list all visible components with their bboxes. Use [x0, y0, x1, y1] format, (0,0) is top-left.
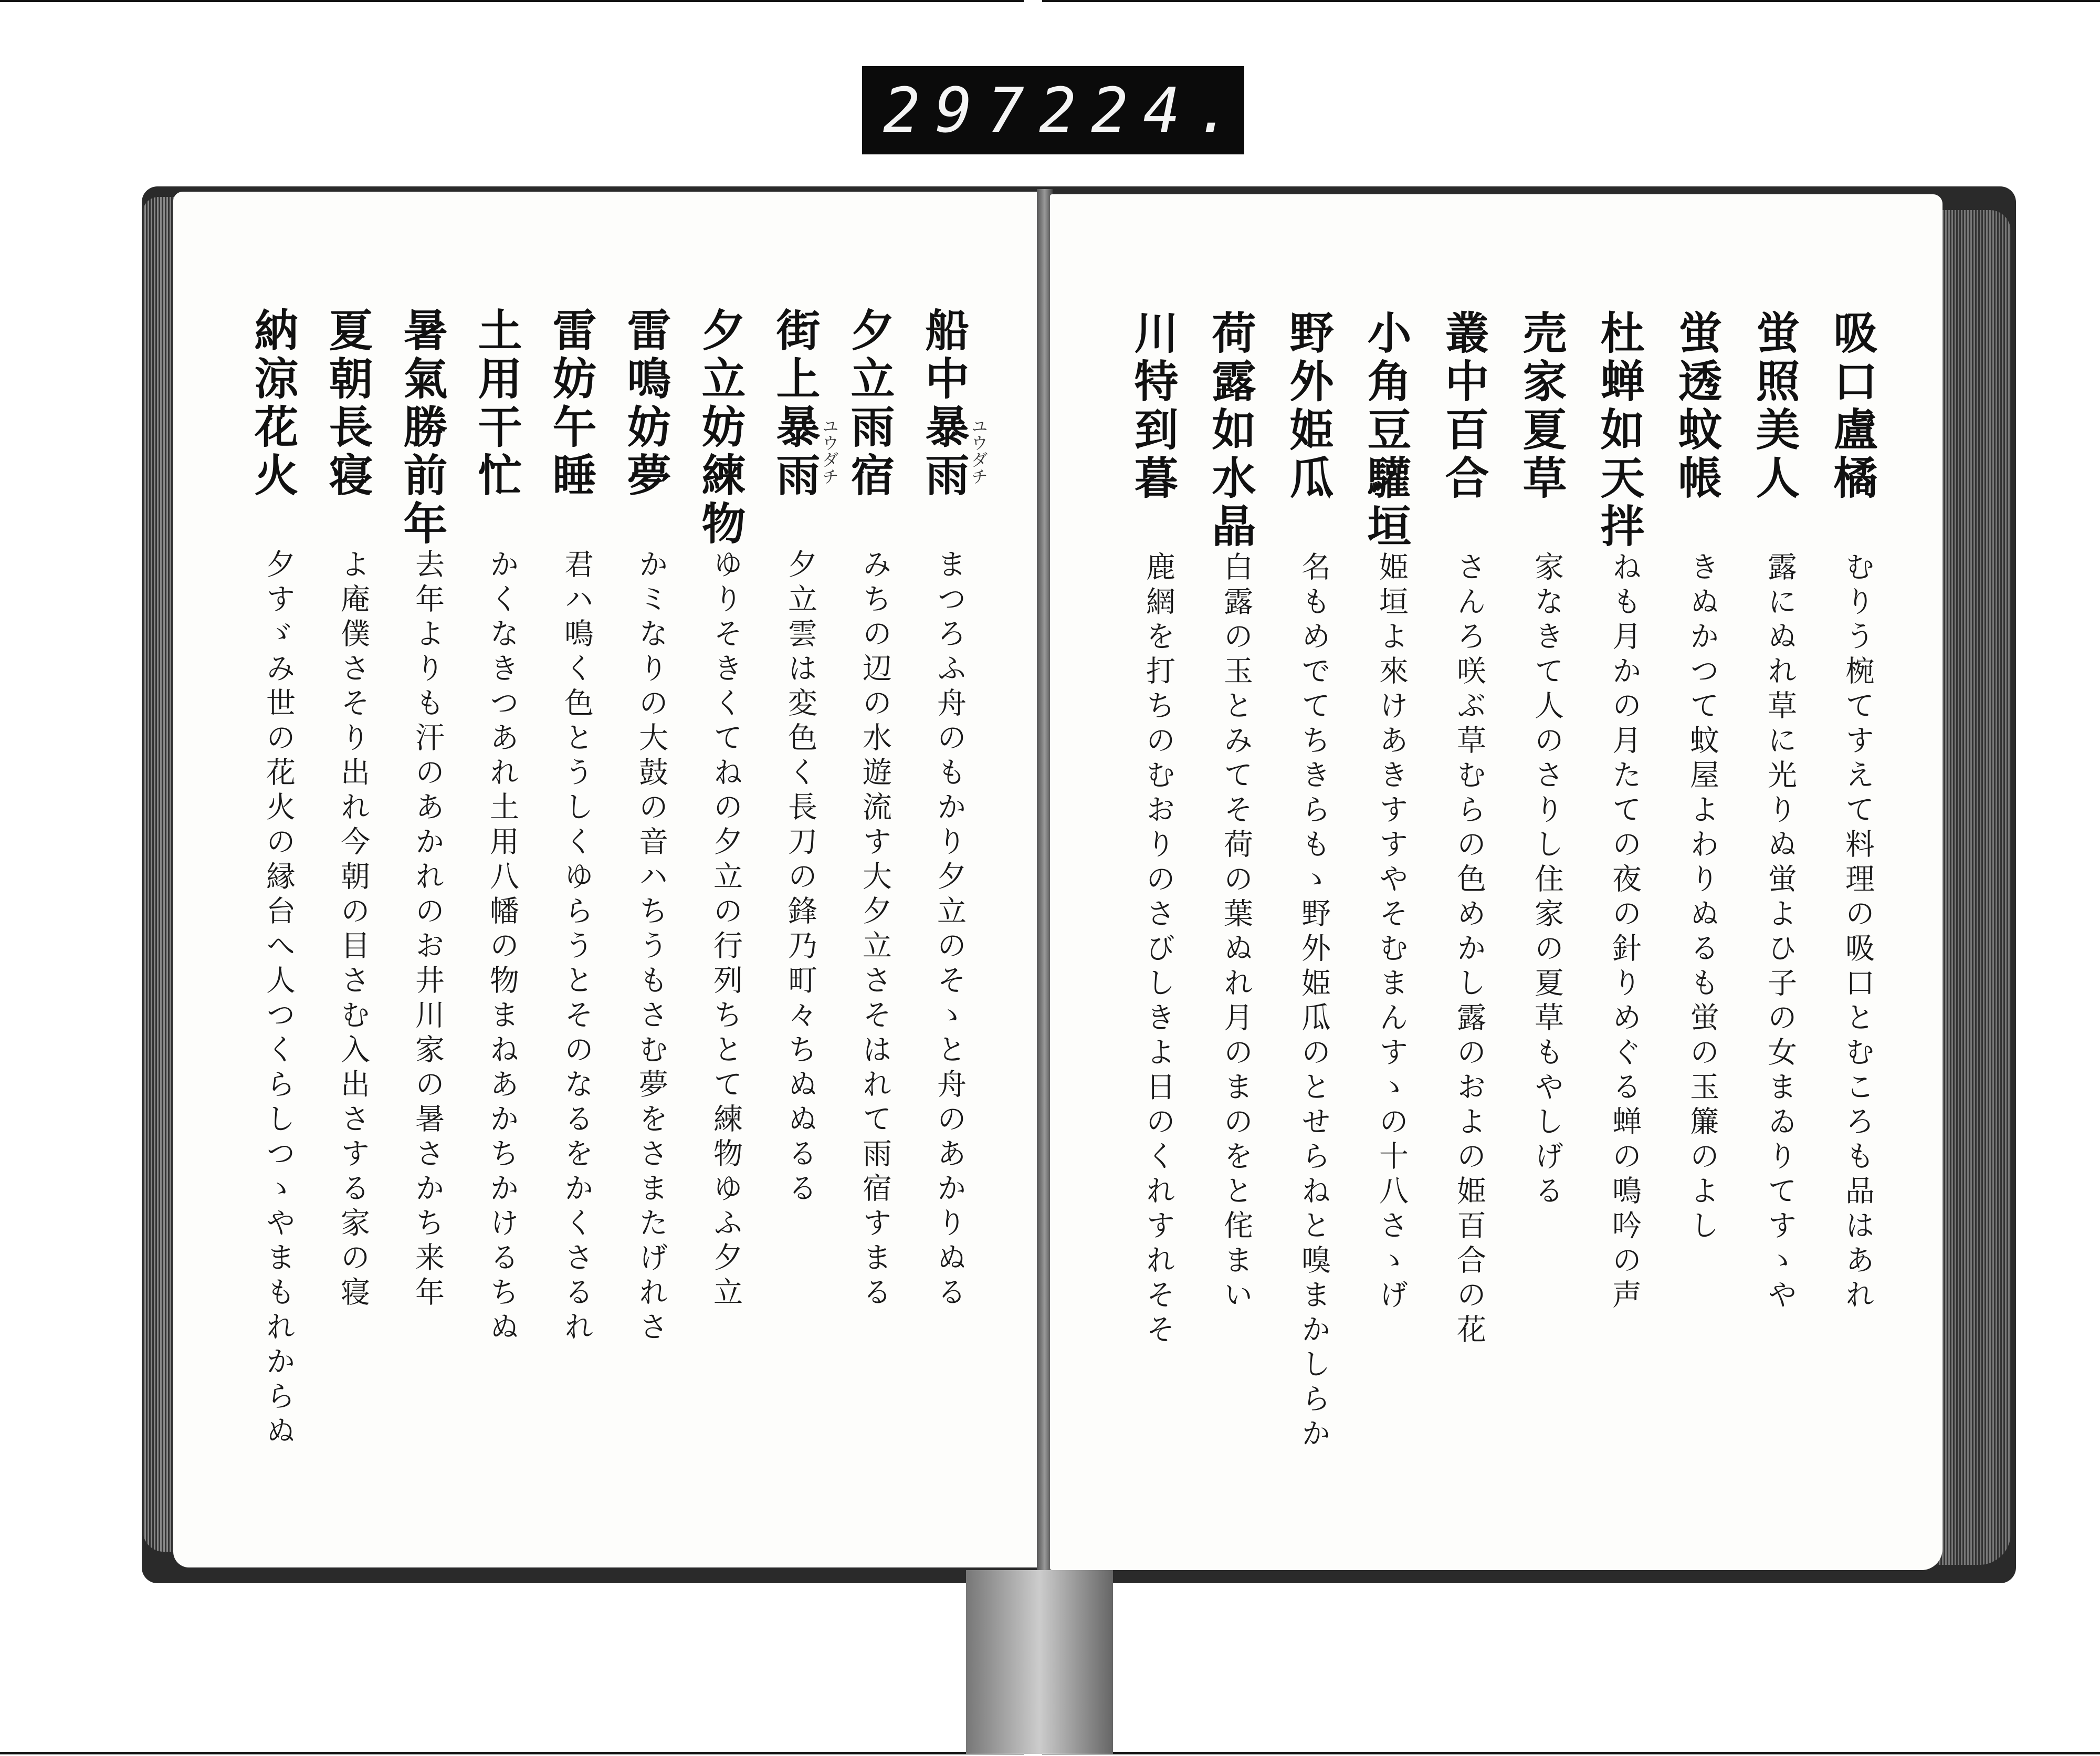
left-page-entry-body: かくなきつあれ土用八幡の物まねあかちかけるちぬ: [485, 549, 519, 1346]
scan-border-bottom-left: [0, 1752, 1024, 1754]
right-page-entry-body: むりう椀てすえて料理の吸口とむころも品はあれ: [1841, 551, 1875, 1314]
left-page-entry-title: 雷妨午睡: [545, 307, 597, 500]
left-page-entry-body: よ庵僕さそり出れ今朝の目さむ入出さする家の寝: [336, 549, 370, 1311]
left-page-entry-title: 船中暴雨: [918, 307, 970, 500]
binding-stub: [966, 1570, 1113, 1754]
right-page-entry-body: ねも月かの月たての夜の針りめぐる蝉の鳴吟の声: [1608, 551, 1642, 1314]
right-page-entry-body: 家なきて人のさりし住家の夏草もやしげる: [1530, 551, 1564, 1210]
left-page-entry-title: 納涼花火: [247, 307, 299, 500]
left-page-entry-title: 街上暴雨: [769, 307, 821, 500]
right-page-entry-body: きぬかつて蚊屋よわりぬるも蛍の玉簾のよし: [1685, 551, 1719, 1245]
right-page-entry-title: 杜蝉如天拌: [1593, 310, 1645, 551]
left-page-entry-body: 夕すゞみ世の花火の縁台へ人つくらしつゝやまもれからぬ: [261, 549, 296, 1450]
right-page-entry-title: 蛍透蚊帳: [1671, 310, 1723, 503]
left-page-entry-ruby: ユウダチ: [969, 417, 989, 485]
right-page-entry-body: 姫垣よ來けあきすすやそむまんすゝの十八さゝげ: [1374, 551, 1409, 1314]
left-page-entry-title: 雷鳴妨夢: [620, 307, 672, 500]
right-page-entry-body: 露にぬれ草に光りぬ蛍よひ子の女まゐりてすゝや: [1763, 551, 1797, 1314]
left-page-entry-title: 土用干忙: [471, 307, 523, 500]
right-page-entry-body: 名もめでてちきらもゝ野外姫瓜のとせらねと嗅まかしらか: [1297, 551, 1331, 1452]
left-page-entry-title: 夕立妨練物: [695, 307, 747, 549]
right-page-entry-body: さんろ咲ぶ草むらの色めかし露のおよの姫百合の花: [1452, 551, 1486, 1349]
right-page-entry-title: 売家夏草: [1516, 310, 1568, 503]
scan-border-top-right: [1042, 0, 2100, 2]
left-page: [173, 192, 1040, 1567]
right-page-entry-body: 白露の玉とみてそ荷の葉ぬれ月のまのをと侘まい: [1219, 551, 1253, 1314]
left-page-entry-body: かミなりの大鼓の音ハちうもさむ夢をさまたげれさ: [634, 549, 668, 1346]
catalog-number-label: [862, 66, 1247, 154]
right-page-entry-title: 吸口盧橘: [1826, 310, 1878, 503]
left-page-entry-title: 暑氣勝前年: [396, 307, 448, 549]
left-page-edges: [143, 197, 174, 1552]
right-page-edges: [1937, 210, 2011, 1565]
scan-border-bottom-right: [1042, 1752, 2100, 1754]
right-page-entry-title: 荷露如水晶: [1205, 310, 1257, 551]
right-page: [1050, 194, 1942, 1570]
right-page-entry-title: 野外姫瓜: [1283, 310, 1335, 503]
left-page-entry-body: ゆりそきくてねの夕立の行列ちとて練物ゆふ夕立: [709, 549, 743, 1311]
right-page-entry-title: 川特到暮: [1127, 310, 1179, 503]
right-page-entry-title: 小角豆驩垣: [1360, 310, 1412, 551]
left-page-entry-title: 夕立雨宿: [844, 307, 896, 500]
right-page-entry-title: 蛍照美人: [1749, 310, 1801, 503]
left-page-entry-body: 去年よりも汗のあかれのお井川家の暑さかち来年: [411, 549, 445, 1311]
left-page-entry-body: 夕立雲は変色く長刀の鋒乃町々ちぬぬるる: [783, 549, 817, 1207]
right-page-entry-title: 叢中百合: [1438, 310, 1490, 503]
left-catalog-number: 297: [883, 74, 1040, 147]
left-page-entry-body: みちの辺の水遊流す大夕立さそはれて雨宿すまる: [858, 549, 892, 1311]
left-page-entry-body: まつろふ舟のもかり夕立のそゝと舟のあかりぬる: [932, 549, 967, 1311]
left-page-entry-title: 夏朝長寝: [322, 307, 374, 500]
left-page-entry-ruby: ユウダチ: [820, 417, 839, 485]
scan-border-top-left: [0, 0, 1024, 2]
left-page-entry-body: 君ハ鳴く色とうしくゆらうとそのなるをかくさるれ: [560, 549, 594, 1346]
right-catalog-number: 224.: [1039, 74, 1247, 147]
right-page-entry-body: 鹿網を打ちのむおりのさびしきよ日のくれすれそそ: [1141, 551, 1175, 1349]
